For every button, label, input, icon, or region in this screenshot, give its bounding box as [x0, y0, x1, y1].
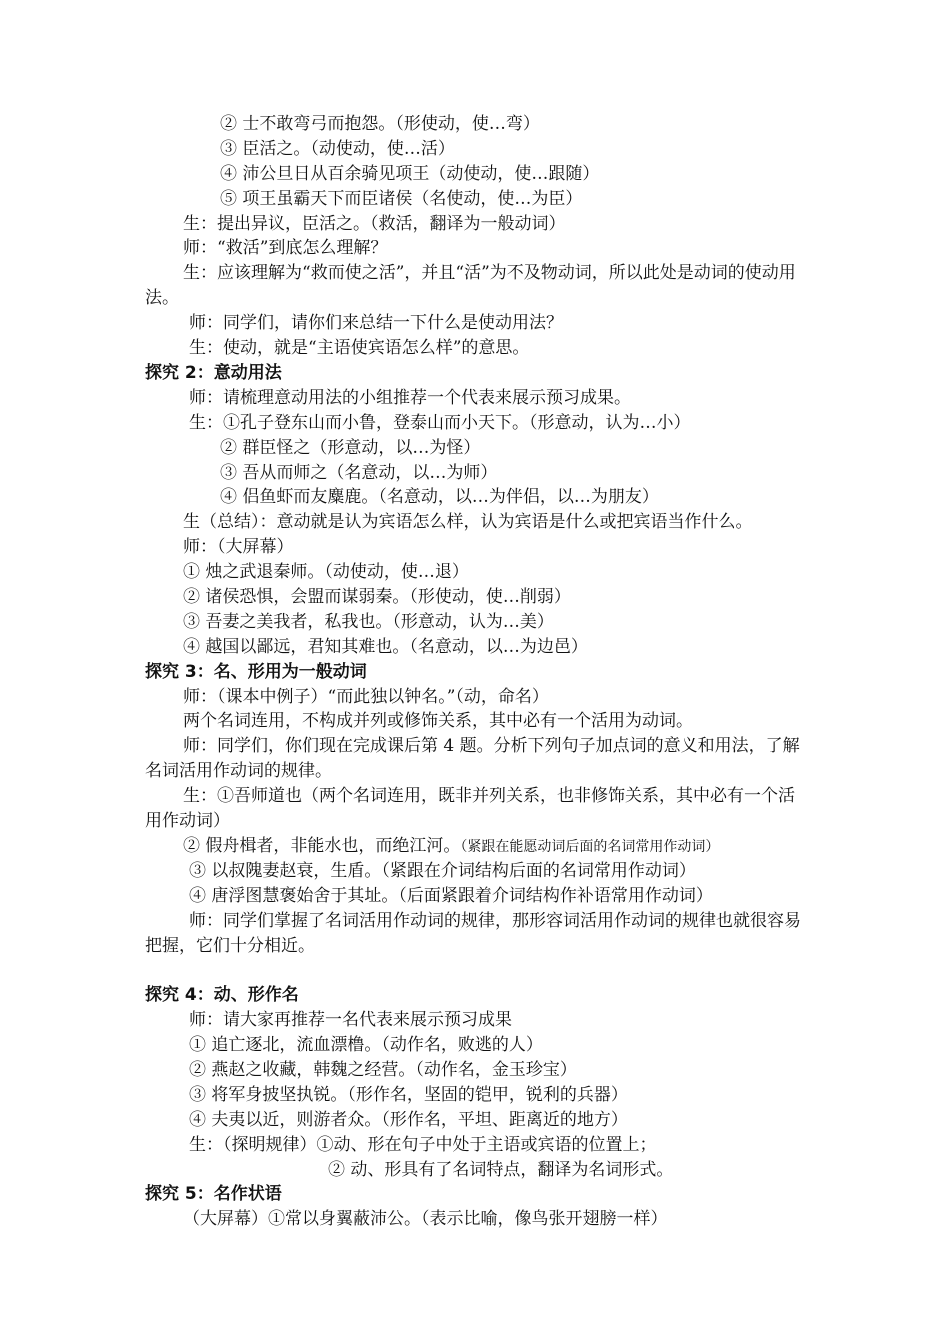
line-text: 生：①吾师道也（两个名词连用，既非并列关系，也非修饰关系，其中必有一个活用作动词）: [145, 786, 795, 832]
text-line: [0, 386, 950, 411]
line-text: ② 燕赵之收藏，韩魏之经营。（动作名，金玉珍宝）: [189, 1059, 577, 1080]
text-line: [0, 162, 950, 187]
line-text: 生：①孔子登东山而小鲁，登泰山而小天下。（形意动，认为…小）: [189, 412, 691, 433]
line-text: ③ 臣活之。（动使动，使…活）: [220, 138, 455, 159]
blank-line: [0, 958, 950, 983]
text-line: [0, 884, 950, 909]
line-text: ④ 沛公旦日从百余骑见项王（动使动，使…跟随）: [220, 163, 600, 184]
line-text: 探究 3：名、形用为一般动词: [145, 661, 367, 682]
text-line: [0, 461, 950, 486]
text-line: [0, 734, 810, 784]
line-text: 生（总结）：意动就是认为宾语怎么样，认为宾语是什么或把宾语当作什么。: [183, 512, 753, 533]
line-note: （紧跟在能愿动词后面的名词常用作动词）: [460, 838, 720, 855]
text-line: [0, 834, 950, 859]
text-line: [0, 212, 950, 237]
text-line: [0, 859, 950, 884]
line-text: ① 追亡逐北，流血漂橹。（动作名，败逃的人）: [189, 1035, 543, 1056]
text-line: [0, 261, 810, 311]
line-text: 生：使动，就是“主语使宾语怎么样”的意思。: [189, 338, 530, 359]
text-line: [0, 685, 950, 710]
text-line: [0, 560, 950, 585]
line-text: ② 假舟楫者，非能水也，而绝江河。: [183, 835, 461, 856]
text-line: [0, 1058, 950, 1083]
text-line: [0, 1083, 950, 1108]
line-text: 生：（探明规律）①动、形在句子中处于主语或宾语的位置上；: [189, 1134, 657, 1155]
text-line: [0, 709, 950, 734]
line-text: ④ 越国以鄙远，君知其难也。（名意动，以…为边邑）: [183, 636, 588, 657]
section-heading: [0, 983, 950, 1008]
text-line: [0, 1207, 950, 1232]
line-text: 师：同学们，请你们来总结一下什么是使动用法？: [189, 313, 563, 334]
line-text: 生：提出异议，臣活之。（救活，翻译为一般动词）: [183, 213, 566, 234]
line-text: ② 诸侯恐惧，会盟而谋弱秦。（形使动，使…削弱）: [183, 586, 571, 607]
text-line: [0, 436, 950, 461]
text-line: [0, 485, 950, 510]
line-text: 师：请梳理意动用法的小组推荐一个代表来展示预习成果。: [189, 387, 631, 408]
line-text: ③ 吾妻之美我者，私我也。（形意动，认为…美）: [183, 611, 554, 632]
text-line: [0, 236, 950, 261]
line-text: 生：应该理解为“救而使之活”，并且“活”为不及物动词，所以此处是动词的使动用法。: [145, 263, 796, 309]
line-text: ③ 将军身披坚执锐。（形作名，坚固的铠甲，锐利的兵器）: [189, 1084, 628, 1105]
line-text: 探究 2：意动用法: [145, 362, 282, 383]
document-page: [0, 112, 950, 1232]
line-text: 师：“救活”到底怎么理解？: [183, 238, 388, 259]
text-line: [0, 535, 950, 560]
line-text: ⑤ 项王虽霸天下而臣诸侯（名使动，使…为臣）: [220, 188, 583, 209]
text-line: [0, 610, 950, 635]
text-line: [0, 585, 950, 610]
section-heading: [0, 660, 950, 685]
text-line: [0, 1033, 950, 1058]
text-line: [0, 635, 950, 660]
line-text: 师：（大屏幕）: [183, 537, 294, 558]
line-text: ② 士不敢弯弓而抱怨。（形使动，使…弯）: [220, 114, 540, 134]
line-text: 两个名词连用，不构成并列或修饰关系，其中必有一个活用为动词。: [183, 711, 693, 732]
section-heading: [0, 1182, 950, 1207]
line-text: ② 群臣怪之（形意动，以…为怪）: [220, 437, 481, 458]
line-text: 师：同学们掌握了名词活用作动词的规律，那形容词活用作动词的规律也就很容易把握，它们十分相近。: [145, 910, 801, 956]
line-text: ④ 夫夷以近，则游者众。（形作名，平坦、距离近的地方）: [189, 1109, 628, 1130]
line-text: 探究 4：动、形作名: [145, 985, 299, 1006]
line-text: ④ 侣鱼虾而友麋鹿。（名意动，以…为伴侣，以…为朋友）: [220, 487, 659, 508]
section-heading: [0, 361, 950, 386]
line-text: 探究 5：名作状语: [145, 1184, 282, 1205]
line-text: ④ 唐浮图慧褒始舍于其址。（后面紧跟着介词结构作补语常用作动词）: [189, 885, 713, 906]
line-text: ③ 吾从而师之（名意动，以…为师）: [220, 462, 498, 483]
text-line: [0, 909, 810, 959]
text-line: [0, 1108, 950, 1133]
line-text: 师：同学们，你们现在完成课后第 4 题。分析下列句子加点词的意义和用法，了解名词活用作动词的规律。: [145, 736, 800, 782]
text-line: [0, 510, 950, 535]
text-line: [0, 784, 810, 834]
text-line: [0, 311, 950, 336]
text-line: [0, 1158, 950, 1183]
line-text: （大屏幕）①常以身翼蔽沛公。（表示比喻，像鸟张开翅膀一样）: [183, 1209, 668, 1230]
line-text: ① 烛之武退秦师。（动使动，使…退）: [183, 562, 469, 583]
text-line: [0, 1008, 950, 1033]
text-line: [0, 1133, 950, 1158]
text-line: [0, 411, 950, 436]
line-text: 师：请大家再推荐一名代表来展示预习成果: [189, 1010, 512, 1031]
text-line: [0, 336, 950, 361]
line-text: ② 动、形具有了名词特点，翻译为名词形式。: [328, 1159, 674, 1180]
text-line: [0, 112, 950, 137]
text-line: [0, 187, 950, 212]
line-text: ③ 以叔隗妻赵衰，生盾。（紧跟在介词结构后面的名词常用作动词）: [189, 860, 696, 881]
text-line: [0, 137, 950, 162]
line-text: 师：（课本中例子）“而此独以钟名。”（动，命名）: [183, 686, 549, 707]
